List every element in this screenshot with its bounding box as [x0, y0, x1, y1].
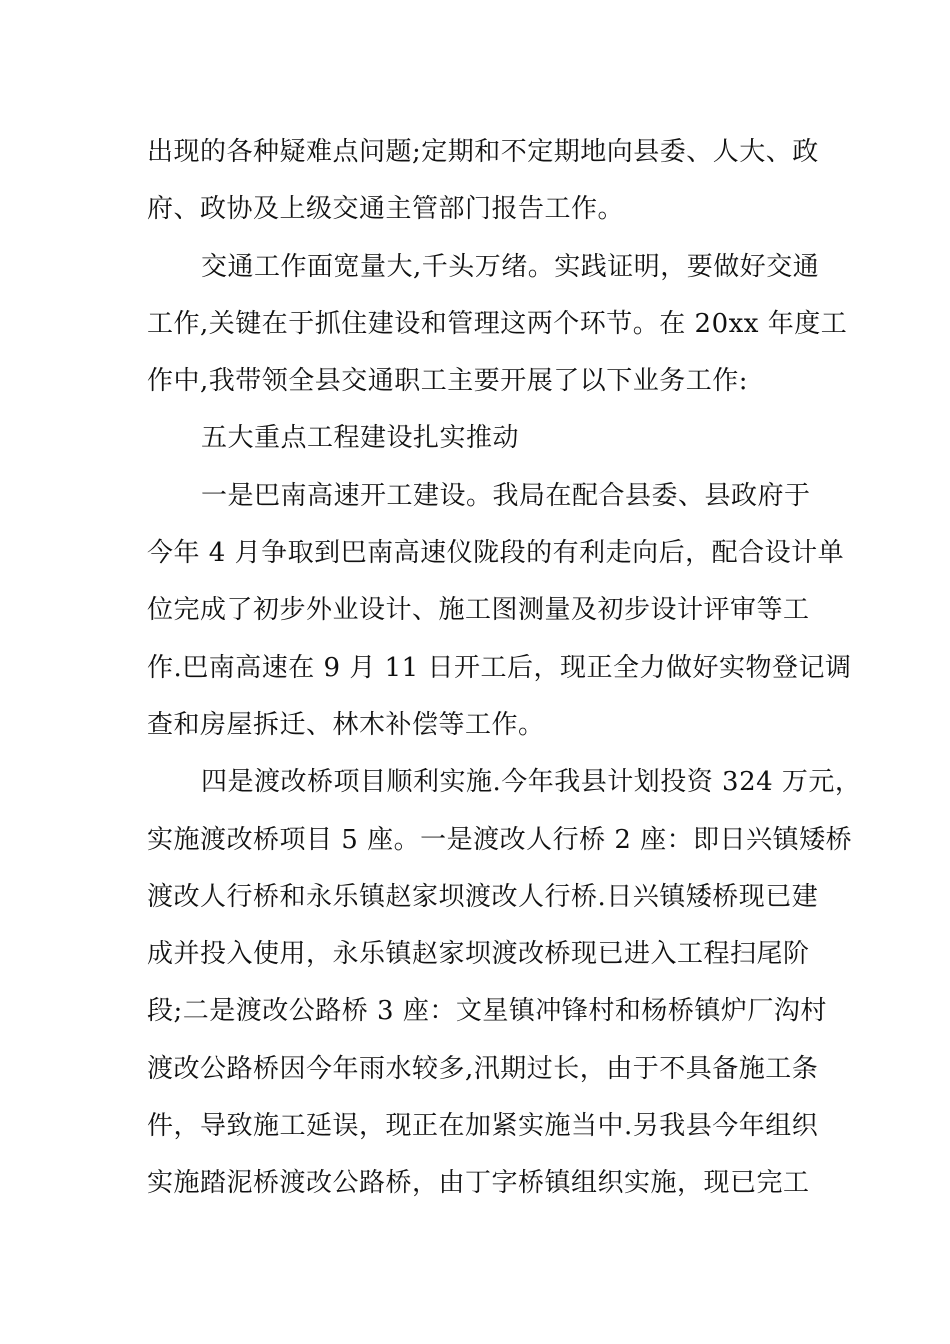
document-body	[147, 124, 862, 1213]
text-line: 查和房屋拆迁、林木补偿等工作。	[147, 709, 545, 740]
text-line: 渡改公路桥因今年雨水较多,汛期过长，由于不具备施工条	[147, 1053, 819, 1084]
text-line: 实施渡改桥项目 5 座。一是渡改人行桥 2 座：即日兴镇矮桥	[147, 824, 853, 855]
text-line: 作.巴南高速在 9 月 11 日开工后，现正全力做好实物登记调	[147, 652, 852, 683]
section-heading: 五大重点工程建设扎实推动	[201, 423, 520, 454]
text-line: 府、政协及上级交通主管部门报告工作。	[147, 194, 625, 225]
text-line: 渡改人行桥和永乐镇赵家坝渡改人行桥.日兴镇矮桥现已建	[147, 881, 819, 912]
text-line: 位完成了初步外业设计、施工图测量及初步设计评审等工	[147, 595, 810, 626]
text-line: 今年 4 月争取到巴南高速仪陇段的有利走向后，配合设计单	[147, 538, 845, 569]
text-line: 成并投入使用，永乐镇赵家坝渡改桥现已进入工程扫尾阶	[147, 939, 810, 970]
text-line: 实施踏泥桥渡改公路桥，由丁字桥镇组织实施，现已完工	[147, 1168, 810, 1199]
text-line: 作中,我带领全县交通职工主要开展了以下业务工作:	[147, 366, 749, 397]
paragraph-start-line: 四是渡改桥项目顺利实施.今年我县计划投资 324 万元，	[201, 767, 862, 798]
paragraph-start-line: 交通工作面宽量大,千头万绪。实践证明，要做好交通	[201, 251, 820, 282]
paragraph-start-line: 一是巴南高速开工建设。我局在配合县委、县政府于	[201, 480, 811, 511]
text-line: 工作,关键在于抓住建设和管理这两个环节。在 20xx 年度工	[147, 308, 848, 339]
text-line: 出现的各种疑难点问题;定期和不定期地向县委、人大、政	[147, 137, 819, 167]
text-line: 段;二是渡改公路桥 3 座：文星镇冲锋村和杨桥镇炉厂沟村	[147, 996, 827, 1027]
text-line: 件，导致施工延误，现正在加紧实施当中.另我县今年组织	[147, 1111, 819, 1142]
